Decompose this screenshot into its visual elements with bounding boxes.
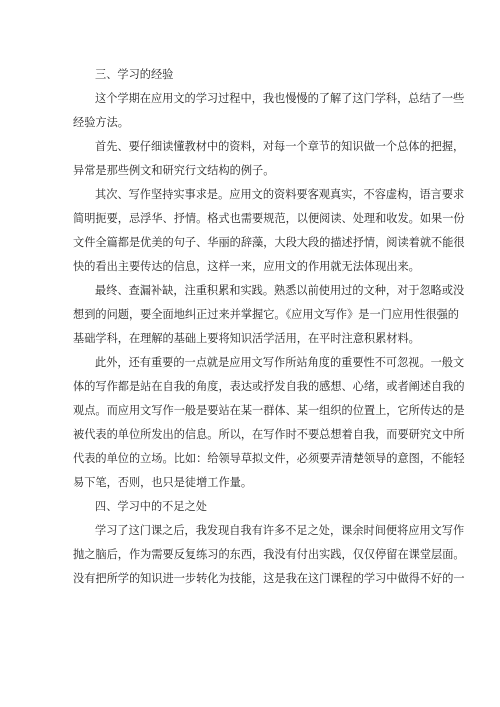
text-line: 简明扼要，忌浮华、抒情。格式也需要规范，以便阅读、处理和收发。如果一份 <box>73 212 465 225</box>
paragraph-final-point <box>73 279 465 351</box>
text-line: 其次、写作坚持实事求是。应用文的资料要客观真实，不容虚构，语言要求 <box>95 188 465 201</box>
document-body <box>73 63 465 591</box>
section-heading-shortcomings: 四、学习中的不足之处 <box>95 500 207 513</box>
paragraph-shortcomings <box>73 519 465 591</box>
text-line: 基础学科，在理解的基础上要将知识活学活用，在平时注意积累材料。 <box>73 332 420 345</box>
text-line: 最终、查漏补缺，注重积累和实践。熟悉以前使用过的文种，对于忽略或没 <box>95 284 465 297</box>
text-line: 被代表的单位所发出的信息。所以，在写作时不要总想着自我，而要研究文中所 <box>73 428 465 441</box>
text-line: 没有把所学的知识进一步转化为技能，这是我在这门课程的学习中做得不好的一 <box>73 572 465 585</box>
text-line: 易下笔，否则，也只是徒增工作量。 <box>73 476 253 489</box>
text-line: 学习了这门课之后，我发现自我有许多不足之处，课余时间便将应用文写作 <box>95 524 465 537</box>
paragraph-intro <box>73 87 465 135</box>
section-heading-learning-experience: 三、学习的经验 <box>95 68 174 81</box>
text-line: 这个学期在应用文的学习过程中，我也慢慢的了解了这门学科，总结了一些 <box>95 92 465 105</box>
text-line: 经验方法。 <box>73 116 129 129</box>
paragraph-second-point <box>73 183 465 279</box>
text-line: 体的写作都是站在自我的角度，表达或抒发自我的感想、心绪，或者阐述自我的 <box>73 380 465 393</box>
paragraph-first-point <box>73 135 465 183</box>
text-line: 观点。而应用文写作一般是要站在某一群体、某一组织的位置上，它所传达的是 <box>73 404 465 417</box>
text-line: 想到的问题，要全面地纠正过来并掌握它。《应用文写作》是一门应用性很强的 <box>73 308 459 321</box>
text-line: 首先、要仔细读懂教材中的资料，对每一个章节的知识做一个总体的把握， <box>95 140 465 153</box>
paragraph-additional-point <box>73 351 465 495</box>
text-line: 文件全篇都是优美的句子、华丽的辞藻，大段大段的描述抒情，阅读着就不能很 <box>73 236 465 249</box>
text-line: 代表的单位的立场。比如：给领导草拟文件，必须要弄清楚领导的意图，不能轻 <box>73 452 465 465</box>
text-line: 异常是那些例文和研究行文结构的例子。 <box>73 164 275 177</box>
text-line: 快的看出主要传达的信息，这样一来，应用文的作用就无法体现出来。 <box>73 260 420 273</box>
text-line: 抛之脑后，作为需要反复练习的东西，我没有付出实践，仅仅停留在课堂层面。 <box>73 548 465 561</box>
text-line: 此外，还有重要的一点就是应用文写作所站角度的重要性不可忽视。一般文 <box>95 356 465 369</box>
